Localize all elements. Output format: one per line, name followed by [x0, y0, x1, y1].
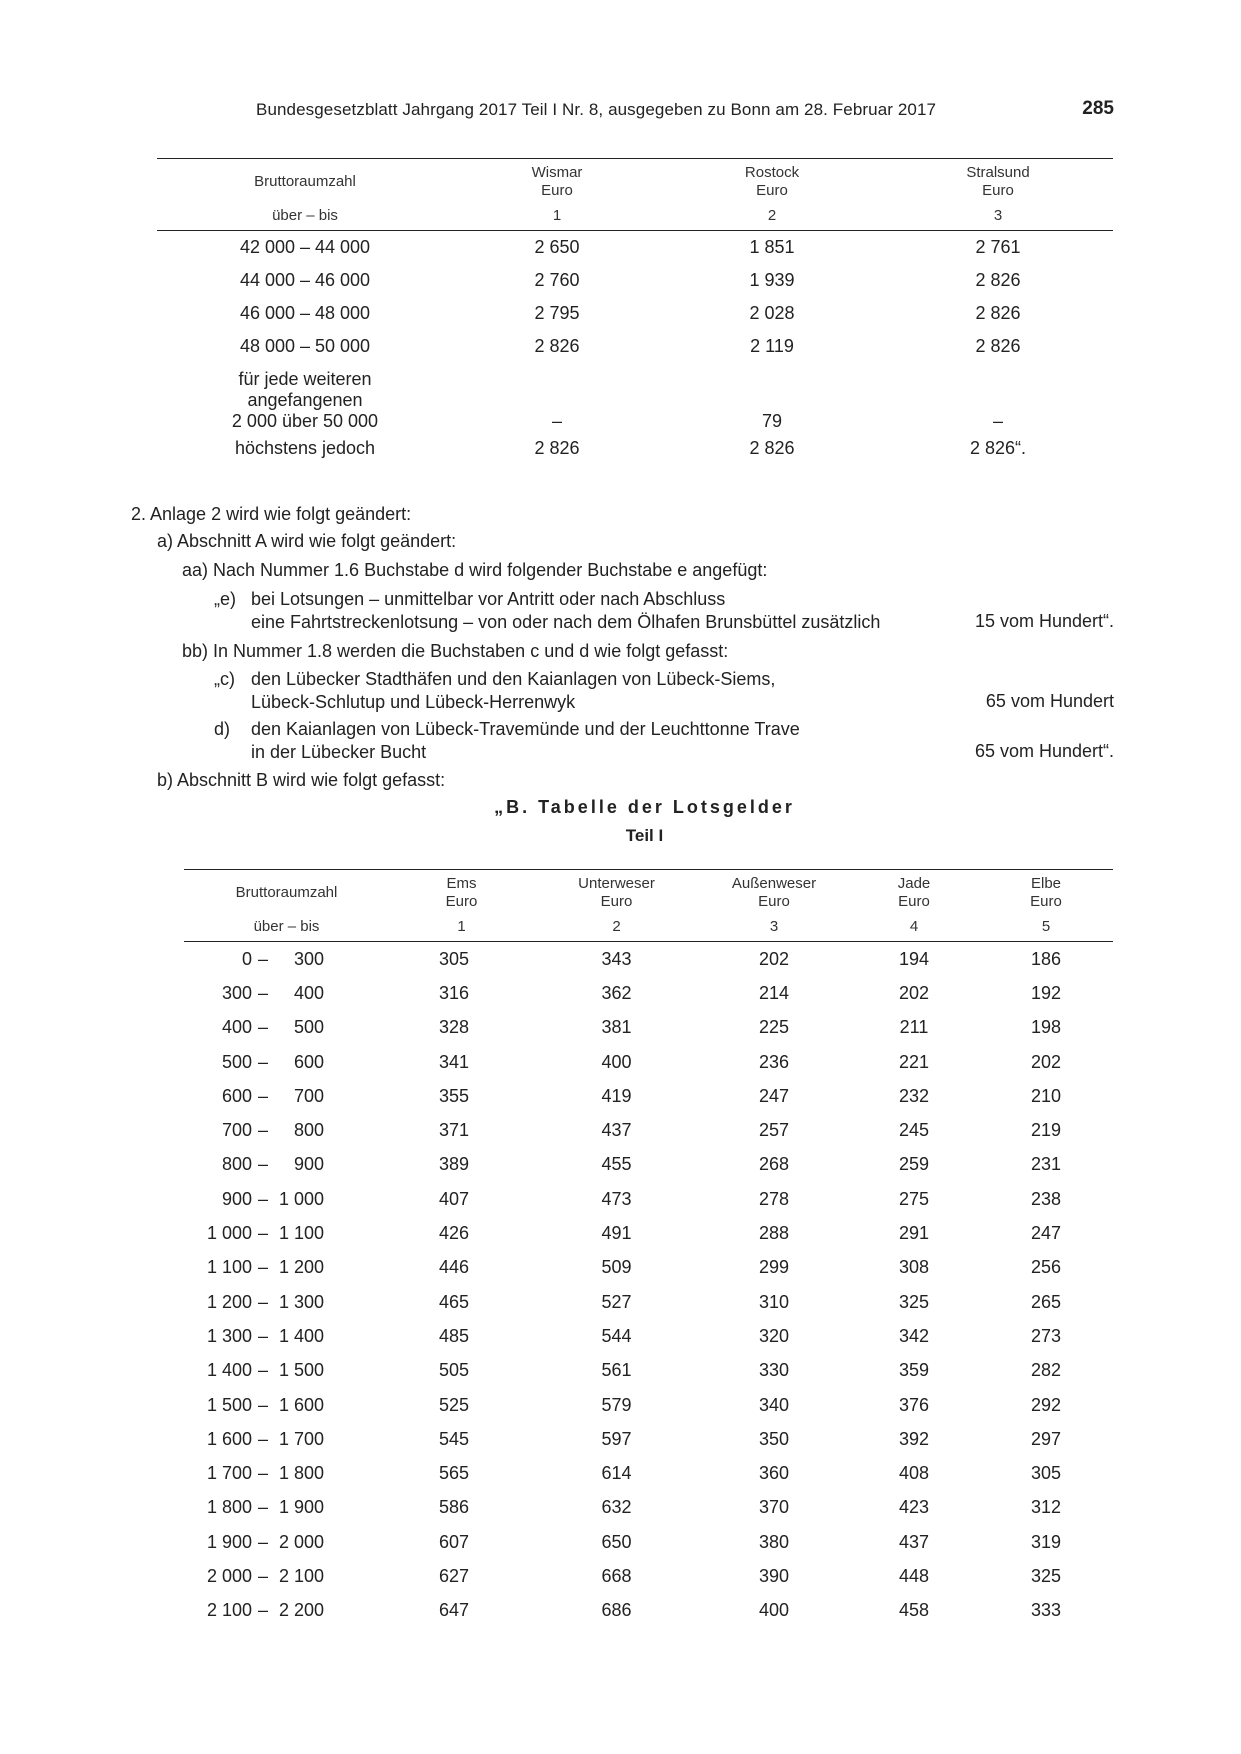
value-cell: 458 — [898, 1600, 930, 1621]
range-cell — [184, 1319, 389, 1353]
value-cell: 333 — [1030, 1600, 1062, 1621]
range-cell — [184, 1559, 389, 1593]
table-row — [184, 976, 1113, 1010]
range-cell — [184, 976, 389, 1010]
col-subheader-range: über – bis — [272, 206, 338, 224]
range-dash: – — [257, 1154, 268, 1175]
value-cell: 291 — [898, 1223, 930, 1244]
value-cell: 312 — [1030, 1497, 1062, 1518]
col-header-stralsund: Stralsund Euro — [966, 164, 1030, 199]
range-dash: – — [257, 1565, 268, 1586]
value-cell: 316 — [438, 982, 470, 1003]
range-to: 600 — [293, 1051, 324, 1072]
amendment-item-2: 2. Anlage 2 wird wie folgt geändert: — [131, 504, 412, 524]
value-cell: 219 — [1030, 1120, 1062, 1141]
table-row — [184, 1456, 1113, 1490]
value-cell: 362 — [601, 982, 632, 1003]
value-cell: 259 — [898, 1154, 930, 1175]
value-cell: 561 — [601, 1360, 632, 1381]
value-cell: 485 — [438, 1325, 470, 1346]
table-row — [184, 1319, 1113, 1353]
table-row — [184, 1182, 1113, 1216]
range-cell — [184, 1113, 389, 1147]
value-cell: 650 — [601, 1531, 632, 1552]
col-number: 5 — [1041, 917, 1051, 935]
value-cell: 370 — [758, 1497, 790, 1518]
range-from: 1 900 — [206, 1531, 252, 1552]
col-number: 4 — [909, 917, 919, 935]
table-row: 48 000 – 50 000 2 826 2 119 2 826 — [239, 336, 1021, 356]
value-cell: 328 — [438, 1017, 470, 1038]
value-cell: 305 — [1030, 1463, 1062, 1484]
range-from: 2 100 — [206, 1600, 252, 1621]
range-to: 900 — [293, 1154, 324, 1175]
value-cell: 325 — [1030, 1565, 1062, 1586]
amendment-marker-c: „c) — [214, 669, 235, 689]
value-cell: 210 — [1030, 1085, 1062, 1106]
table-row: 44 000 – 46 000 2 760 1 939 2 826 — [239, 270, 1021, 290]
table-row — [184, 1594, 1113, 1628]
amendment-b: b) Abschnitt B wird wie folgt gefasst: — [157, 770, 446, 790]
value-cell: 544 — [601, 1325, 632, 1346]
range-cell — [184, 1354, 389, 1388]
col-number: 2 — [612, 917, 621, 935]
value-cell: 247 — [1030, 1223, 1062, 1244]
range-dash: – — [257, 1360, 268, 1381]
range-dash: – — [257, 1085, 268, 1106]
range-from: 1 500 — [206, 1394, 252, 1415]
range-cell — [184, 1148, 389, 1182]
range-to: 1 200 — [278, 1257, 324, 1278]
value-cell: 491 — [601, 1223, 632, 1244]
range-to: 1 600 — [278, 1394, 324, 1415]
value-cell: 390 — [758, 1565, 790, 1586]
value-cell: 330 — [758, 1360, 790, 1381]
range-to: 1 400 — [278, 1325, 324, 1346]
amendment-marker-d: d) — [214, 719, 231, 739]
value-cell: 527 — [601, 1291, 632, 1312]
col-header-unterweser: Unterweser Euro — [578, 875, 655, 910]
range-from: 1 000 — [206, 1223, 252, 1244]
value-cell: 238 — [1030, 1188, 1062, 1209]
value-cell: 319 — [1030, 1531, 1062, 1552]
col-number: 3 — [993, 206, 1003, 224]
value-cell: 465 — [438, 1291, 470, 1312]
value-cell: 437 — [898, 1531, 930, 1552]
range-cell — [184, 1045, 389, 1079]
range-cell — [184, 1422, 389, 1456]
value-cell: 448 — [898, 1565, 930, 1586]
range-from: 1 600 — [206, 1428, 252, 1449]
range-cell — [184, 1285, 389, 1319]
value-cell: 325 — [898, 1291, 930, 1312]
range-dash: – — [257, 1497, 268, 1518]
value-cell: 392 — [898, 1428, 930, 1449]
table-row: 46 000 – 48 000 2 795 2 028 2 826 — [239, 303, 1021, 323]
range-to: 1 100 — [278, 1223, 324, 1244]
range-cell — [184, 1182, 389, 1216]
range-from: 900 — [221, 1188, 252, 1209]
range-cell — [184, 1594, 389, 1628]
col-number: 1 — [552, 206, 562, 224]
range-to: 1 900 — [278, 1497, 324, 1518]
value-cell: 282 — [1030, 1360, 1062, 1381]
page-number: 285 — [1082, 98, 1114, 119]
table-row — [184, 1388, 1113, 1422]
range-to: 2 100 — [278, 1565, 324, 1586]
range-from: 1 700 — [206, 1463, 252, 1484]
value-cell: 509 — [601, 1257, 632, 1278]
table-row-max: höchstens jedoch 2 826 2 826 2 826“. — [234, 438, 1027, 458]
range-from: 300 — [221, 982, 252, 1003]
value-cell: 186 — [1030, 948, 1062, 969]
value-cell: 586 — [438, 1497, 470, 1518]
range-dash: – — [257, 1017, 268, 1038]
range-dash: – — [257, 1257, 268, 1278]
pilotage-fee-table-baltic — [157, 158, 1113, 465]
value-cell: 473 — [601, 1188, 632, 1209]
range-dash: – — [257, 948, 268, 969]
table-row — [184, 1525, 1113, 1559]
value-cell: 350 — [758, 1428, 790, 1449]
range-to: 1 000 — [278, 1188, 324, 1209]
range-dash: – — [257, 1394, 268, 1415]
value-cell: 245 — [898, 1120, 930, 1141]
range-dash: – — [257, 1600, 268, 1621]
value-cell: 632 — [601, 1497, 632, 1518]
range-cell — [184, 1491, 389, 1525]
value-cell: 214 — [758, 982, 790, 1003]
value-cell: 341 — [438, 1051, 470, 1072]
range-dash: – — [257, 1325, 268, 1346]
value-cell: 292 — [1030, 1394, 1062, 1415]
value-cell: 310 — [758, 1291, 790, 1312]
section-b-title: „B. Tabelle der Lotsgelder — [494, 797, 795, 817]
range-cell — [184, 942, 389, 977]
table-row — [184, 1011, 1113, 1045]
col-header-wismar: Wismar Euro — [531, 164, 583, 199]
range-to: 1 500 — [278, 1360, 324, 1381]
range-to: 2 000 — [278, 1531, 324, 1552]
table-row — [184, 1113, 1113, 1147]
value-cell: 305 — [438, 948, 470, 969]
value-cell: 297 — [1030, 1428, 1062, 1449]
value-cell: 236 — [758, 1051, 790, 1072]
value-cell: 343 — [601, 948, 632, 969]
range-dash: – — [257, 1188, 268, 1209]
table-row-extra: für jede weiteren angefangenen 2 000 über 50 000 – 79 – — [231, 369, 1003, 431]
value-cell: 340 — [758, 1394, 790, 1415]
value-cell: 359 — [898, 1360, 930, 1381]
col-header-bruttoraumzahl: Bruttoraumzahl — [235, 884, 338, 901]
value-cell: 505 — [438, 1360, 470, 1381]
range-from: 800 — [221, 1154, 252, 1175]
range-from: 700 — [221, 1120, 252, 1141]
value-cell: 273 — [1030, 1325, 1062, 1346]
amendment-bb: bb) In Nummer 1.8 werden die Buchstaben c und d wie folgt gefasst: — [182, 641, 729, 661]
value-cell: 597 — [601, 1428, 632, 1449]
value-cell: 525 — [438, 1394, 470, 1415]
table-row — [184, 1559, 1113, 1593]
amendment-e-text: bei Lotsungen – unmittelbar vor Antritt oder nach Abschluss eine Fahrtstreckenlotsung – von oder nach dem Ölhafen Brunsbüttel zusätzlich — [251, 589, 881, 632]
range-from: 2 000 — [206, 1565, 252, 1586]
value-cell: 446 — [438, 1257, 470, 1278]
table-row — [184, 1251, 1113, 1285]
range-cell — [184, 1079, 389, 1113]
value-cell: 423 — [898, 1497, 930, 1518]
pilotage-fee-table-part-1 — [184, 869, 1113, 1628]
amendment-marker-e: „e) — [214, 589, 236, 609]
value-cell: 407 — [438, 1188, 470, 1209]
table-row — [184, 1216, 1113, 1250]
table-row — [184, 1285, 1113, 1319]
range-to: 700 — [293, 1085, 324, 1106]
value-cell: 614 — [601, 1463, 632, 1484]
value-cell: 202 — [1030, 1051, 1062, 1072]
range-to: 1 300 — [278, 1291, 324, 1312]
range-from: 0 — [241, 948, 252, 969]
amendment-d-value: 65 vom Hundert“. — [974, 741, 1114, 761]
range-from: 1 800 — [206, 1497, 252, 1518]
table-row — [184, 1079, 1113, 1113]
page-header: Bundesgesetzblatt Jahrgang 2017 Teil I Nr. 8, ausgegeben zu Bonn am 28. Februar 2017 — [256, 100, 937, 119]
value-cell: 376 — [898, 1394, 930, 1415]
value-cell: 400 — [758, 1600, 790, 1621]
range-dash: – — [257, 1051, 268, 1072]
col-header-elbe: Elbe Euro — [1030, 875, 1062, 910]
range-dash: – — [257, 1463, 268, 1484]
range-cell — [184, 1251, 389, 1285]
value-cell: 371 — [438, 1120, 470, 1141]
value-cell: 198 — [1030, 1017, 1062, 1038]
range-from: 1 300 — [206, 1325, 252, 1346]
value-cell: 202 — [898, 982, 930, 1003]
range-to: 800 — [293, 1120, 324, 1141]
value-cell: 192 — [1030, 982, 1062, 1003]
amendment-d-text: den Kaianlagen von Lübeck-Travemünde und der Leuchttonne Trave in der Lübecker Bucht — [251, 719, 800, 762]
range-cell — [184, 1216, 389, 1250]
value-cell: 299 — [758, 1257, 790, 1278]
range-from: 1 100 — [206, 1257, 252, 1278]
value-cell: 257 — [758, 1120, 790, 1141]
table-row — [184, 1422, 1113, 1456]
section-b-subtitle: Teil I — [625, 826, 664, 845]
col-header-aussenweser: Außenweser Euro — [731, 875, 817, 910]
amendment-aa: aa) Nach Nummer 1.6 Buchstabe d wird folgender Buchstabe e angefügt: — [182, 560, 768, 580]
range-to: 400 — [293, 982, 324, 1003]
range-dash: – — [257, 982, 268, 1003]
range-dash: – — [257, 1531, 268, 1552]
value-cell: 225 — [758, 1017, 790, 1038]
value-cell: 565 — [438, 1463, 470, 1484]
range-to: 300 — [293, 948, 324, 969]
value-cell: 265 — [1030, 1291, 1062, 1312]
amendment-c-text: den Lübecker Stadthäfen und den Kaianlagen von Lübeck-Siems, Lübeck-Schlutup und Lübeck-Herrenwyk — [251, 669, 776, 712]
value-cell: 355 — [438, 1085, 470, 1106]
table-row — [184, 1354, 1113, 1388]
value-cell: 627 — [438, 1565, 470, 1586]
value-cell: 247 — [758, 1085, 790, 1106]
table-row — [184, 1491, 1113, 1525]
amendment-e-value: 15 vom Hundert“. — [974, 611, 1114, 631]
value-cell: 426 — [438, 1223, 470, 1244]
value-cell: 545 — [438, 1428, 470, 1449]
range-dash: – — [257, 1291, 268, 1312]
value-cell: 194 — [898, 948, 930, 969]
value-cell: 202 — [758, 948, 790, 969]
value-cell: 668 — [601, 1565, 632, 1586]
value-cell: 419 — [601, 1085, 632, 1106]
col-number: 1 — [457, 917, 466, 935]
value-cell: 389 — [438, 1154, 470, 1175]
value-cell: 686 — [601, 1600, 632, 1621]
range-cell — [184, 1388, 389, 1422]
value-cell: 579 — [601, 1394, 632, 1415]
col-header-ems: Ems Euro — [445, 875, 478, 910]
value-cell: 607 — [438, 1531, 470, 1552]
range-cell — [184, 1525, 389, 1559]
col-header-bruttoraumzahl: Bruttoraumzahl — [254, 173, 356, 190]
value-cell: 256 — [1030, 1257, 1062, 1278]
value-cell: 408 — [898, 1463, 930, 1484]
table-row — [184, 1045, 1113, 1079]
range-to: 2 200 — [278, 1600, 324, 1621]
value-cell: 308 — [898, 1257, 930, 1278]
table-row: 42 000 – 44 000 2 650 1 851 2 761 — [239, 237, 1021, 257]
value-cell: 320 — [758, 1325, 790, 1346]
value-cell: 231 — [1030, 1154, 1062, 1175]
range-to: 1 700 — [278, 1428, 324, 1449]
value-cell: 275 — [898, 1188, 930, 1209]
value-cell: 232 — [898, 1085, 930, 1106]
range-from: 600 — [221, 1085, 252, 1106]
value-cell: 360 — [758, 1463, 790, 1484]
col-subheader-range: über – bis — [253, 917, 320, 935]
value-cell: 381 — [601, 1017, 632, 1038]
value-cell: 278 — [758, 1188, 790, 1209]
amendment-a: a) Abschnitt A wird wie folgt geändert: — [157, 531, 457, 551]
value-cell: 221 — [898, 1051, 930, 1072]
range-from: 500 — [221, 1051, 252, 1072]
col-number: 3 — [769, 917, 779, 935]
range-dash: – — [257, 1120, 268, 1141]
range-cell — [184, 1011, 389, 1045]
value-cell: 268 — [758, 1154, 790, 1175]
range-dash: – — [257, 1223, 268, 1244]
value-cell: 342 — [898, 1325, 930, 1346]
value-cell: 647 — [438, 1600, 470, 1621]
range-from: 1 400 — [206, 1360, 252, 1381]
value-cell: 437 — [601, 1120, 632, 1141]
range-dash: – — [257, 1428, 268, 1449]
table-row — [184, 942, 1113, 977]
value-cell: 211 — [899, 1017, 929, 1038]
value-cell: 455 — [601, 1154, 632, 1175]
amendment-c-value: 65 vom Hundert — [985, 691, 1114, 711]
col-header-jade: Jade Euro — [897, 875, 931, 910]
range-cell — [184, 1456, 389, 1490]
table-row — [184, 1148, 1113, 1182]
col-number: 2 — [767, 206, 777, 224]
range-from: 1 200 — [206, 1291, 252, 1312]
range-to: 1 800 — [278, 1463, 324, 1484]
value-cell: 380 — [758, 1531, 790, 1552]
range-from: 400 — [221, 1017, 252, 1038]
range-to: 500 — [293, 1017, 324, 1038]
value-cell: 288 — [758, 1223, 790, 1244]
col-header-rostock: Rostock Euro — [744, 164, 800, 199]
value-cell: 400 — [601, 1051, 632, 1072]
